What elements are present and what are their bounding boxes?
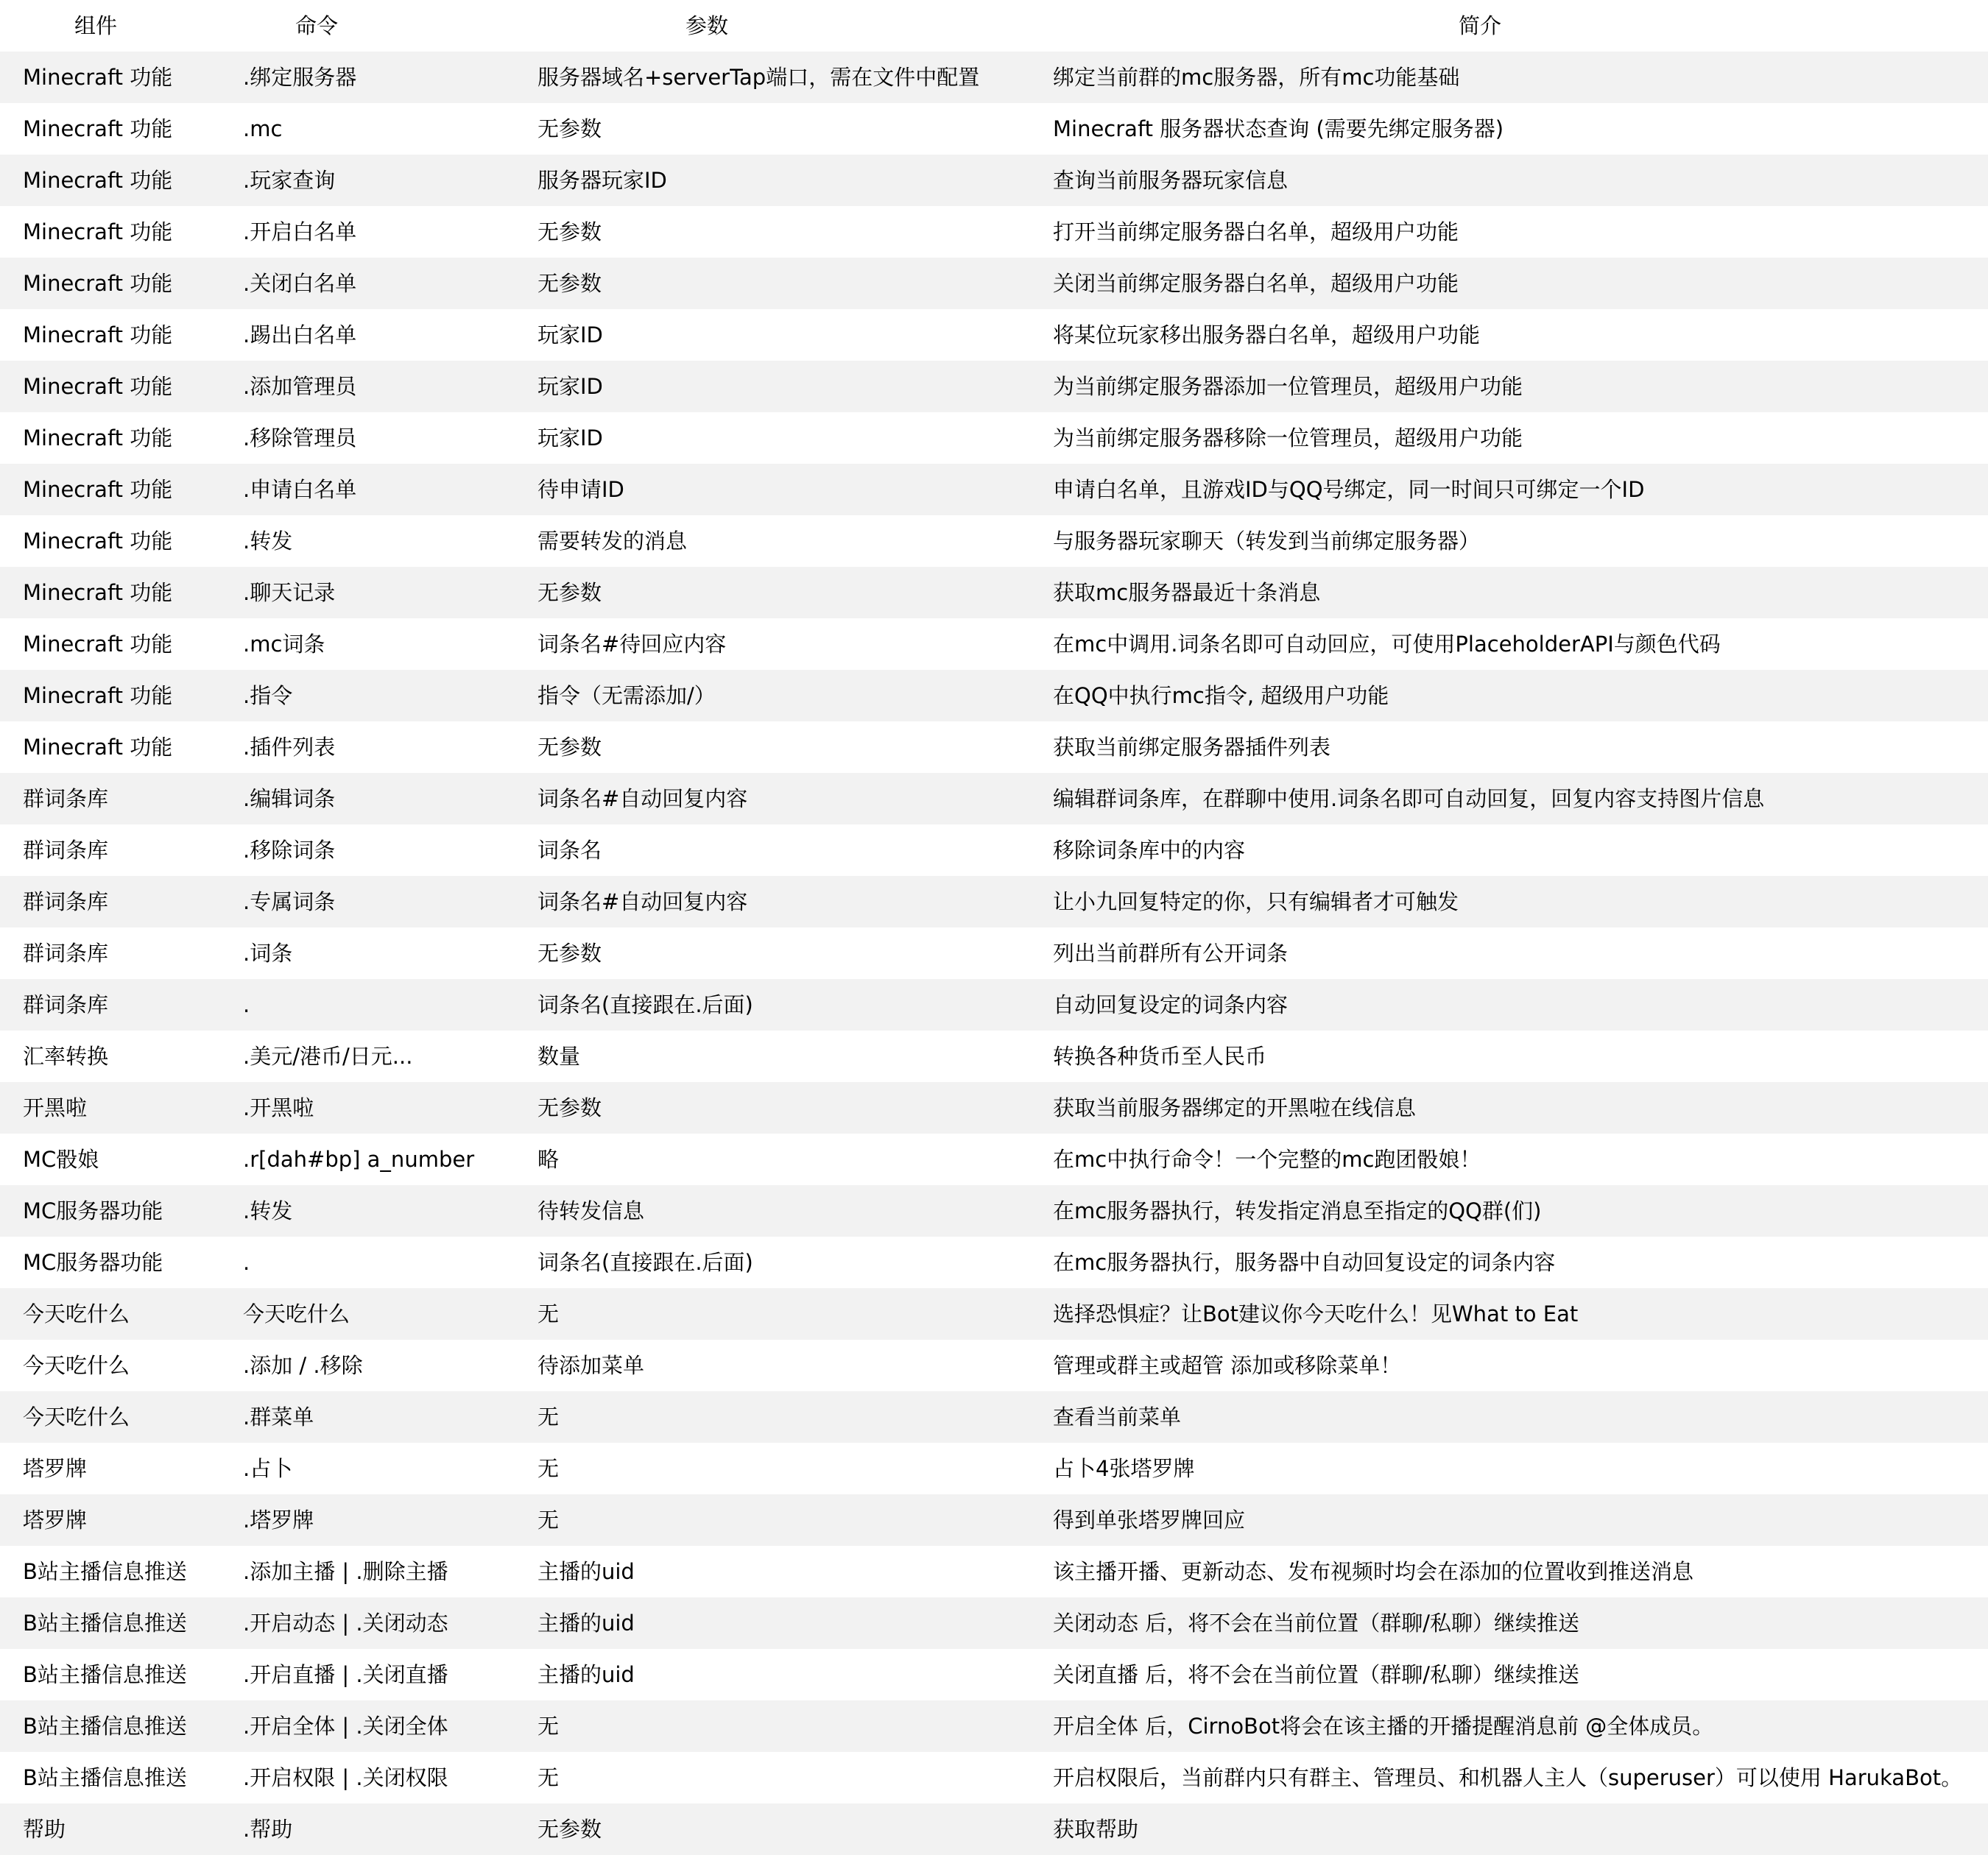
cell-component: 群词条库 bbox=[23, 889, 109, 914]
cell-command: .添加管理员 bbox=[243, 374, 357, 399]
cell-command: .mc词条 bbox=[243, 632, 325, 657]
cell-command: .转发 bbox=[243, 1198, 293, 1223]
cell-description: 在QQ中执行mc指令, 超级用户功能 bbox=[1053, 683, 1389, 708]
cell-command: .指令 bbox=[243, 683, 293, 708]
cell-component: 汇率转换 bbox=[23, 1044, 109, 1069]
cell-component: 今天吃什么 bbox=[23, 1353, 130, 1378]
cell-component: Minecraft 功能 bbox=[23, 580, 173, 605]
cell-command: .关闭白名单 bbox=[243, 271, 357, 296]
table-row bbox=[0, 1803, 1988, 1855]
cell-params: 待申请ID bbox=[537, 477, 624, 502]
table-row bbox=[0, 1031, 1988, 1082]
table-row bbox=[0, 928, 1988, 979]
cell-description: 关闭当前绑定服务器白名单，超级用户功能 bbox=[1053, 271, 1459, 296]
cell-params: 玩家ID bbox=[537, 322, 603, 347]
cell-params: 玩家ID bbox=[537, 374, 603, 399]
cell-command: .移除词条 bbox=[243, 838, 336, 863]
cell-command: .塔罗牌 bbox=[243, 1508, 314, 1533]
cell-description: 查看当前菜单 bbox=[1053, 1404, 1182, 1430]
table-row bbox=[0, 412, 1988, 464]
cell-component: MC服务器功能 bbox=[23, 1250, 163, 1275]
cell-params: 服务器玩家ID bbox=[537, 168, 667, 193]
table-row bbox=[0, 361, 1988, 412]
table-row bbox=[0, 464, 1988, 515]
table-row bbox=[0, 206, 1988, 258]
table-body bbox=[0, 52, 1988, 1855]
cell-description: 打开当前绑定服务器白名单，超级用户功能 bbox=[1053, 219, 1459, 244]
cell-command: .聊天记录 bbox=[243, 580, 336, 605]
cell-params: 玩家ID bbox=[537, 425, 603, 451]
cell-component: Minecraft 功能 bbox=[23, 529, 173, 554]
table-row bbox=[0, 670, 1988, 721]
cell-command: .帮助 bbox=[243, 1817, 293, 1842]
cell-params: 无参数 bbox=[537, 271, 602, 296]
table-row bbox=[0, 1134, 1988, 1185]
cell-component: Minecraft 功能 bbox=[23, 477, 173, 502]
table-header-row bbox=[0, 0, 1988, 52]
cell-description: 与服务器玩家聊天（转发到当前绑定服务器） bbox=[1053, 529, 1481, 554]
table-row bbox=[0, 721, 1988, 773]
cell-params: 词条名#待回应内容 bbox=[537, 632, 727, 657]
cell-command: .绑定服务器 bbox=[243, 65, 357, 90]
cell-command: .添加 / .移除 bbox=[243, 1353, 363, 1378]
cell-command: .词条 bbox=[243, 941, 293, 966]
cell-component: MC服务器功能 bbox=[23, 1198, 163, 1223]
cell-description: 获取mc服务器最近十条消息 bbox=[1053, 580, 1321, 605]
cell-command: .转发 bbox=[243, 529, 293, 554]
cell-description: 在mc中执行命令！一个完整的mc跑团骰娘！ bbox=[1053, 1147, 1481, 1172]
cell-params: 需要转发的消息 bbox=[537, 529, 688, 554]
header-command: 命令 bbox=[295, 13, 338, 38]
cell-description: 开启全体 后，CirnoBot将会在该主播的开播提醒消息前 @全体成员。 bbox=[1053, 1714, 1714, 1739]
table-row bbox=[0, 155, 1988, 206]
cell-component: B站主播信息推送 bbox=[23, 1559, 187, 1584]
cell-description: 该主播开播、更新动态、发布视频时均会在添加的位置收到推送消息 bbox=[1053, 1559, 1694, 1584]
cell-params: 无 bbox=[537, 1404, 560, 1430]
table-row bbox=[0, 1185, 1988, 1237]
table-row bbox=[0, 1700, 1988, 1752]
cell-params: 词条名(直接跟在.后面) bbox=[537, 992, 753, 1017]
cell-description: 编辑群词条库，在群聊中使用.词条名即可自动回复，回复内容支持图片信息 bbox=[1053, 786, 1765, 811]
cell-command: .开启全体 | .关闭全体 bbox=[243, 1714, 448, 1739]
cell-description: 查询当前服务器玩家信息 bbox=[1053, 168, 1289, 193]
cell-component: 塔罗牌 bbox=[23, 1508, 88, 1533]
cell-description: 绑定当前群的mc服务器，所有mc功能基础 bbox=[1053, 65, 1460, 90]
cell-component: MC骰娘 bbox=[23, 1147, 99, 1172]
cell-component: 群词条库 bbox=[23, 992, 109, 1017]
cell-params: 无 bbox=[537, 1456, 560, 1481]
cell-params: 无 bbox=[537, 1301, 560, 1326]
table-row bbox=[0, 773, 1988, 824]
cell-component: Minecraft 功能 bbox=[23, 683, 173, 708]
cell-description: 自动回复设定的词条内容 bbox=[1053, 992, 1289, 1017]
cell-params: 主播的uid bbox=[537, 1611, 635, 1636]
cell-description: 获取帮助 bbox=[1053, 1817, 1139, 1842]
cell-component: 群词条库 bbox=[23, 941, 109, 966]
cell-component: B站主播信息推送 bbox=[23, 1765, 187, 1790]
table-row bbox=[0, 103, 1988, 155]
cell-description: 关闭直播 后，将不会在当前位置（群聊/私聊）继续推送 bbox=[1053, 1662, 1579, 1687]
cell-params: 无 bbox=[537, 1765, 560, 1790]
table-row bbox=[0, 618, 1988, 670]
cell-params: 无参数 bbox=[537, 1817, 602, 1842]
cell-params: 词条名 bbox=[537, 838, 602, 863]
cell-params: 服务器域名+serverTap端口，需在文件中配置 bbox=[537, 65, 980, 90]
table-row bbox=[0, 1082, 1988, 1134]
cell-component: 帮助 bbox=[23, 1817, 66, 1842]
cell-description: 为当前绑定服务器移除一位管理员，超级用户功能 bbox=[1053, 425, 1523, 451]
cell-component: B站主播信息推送 bbox=[23, 1611, 187, 1636]
cell-params: 无参数 bbox=[537, 116, 602, 141]
cell-description: 开启权限后，当前群内只有群主、管理员、和机器人主人（superuser）可以使用 HarukaBot。 bbox=[1053, 1765, 1963, 1790]
cell-command: .插件列表 bbox=[243, 735, 336, 760]
table-row bbox=[0, 1597, 1988, 1649]
cell-component: Minecraft 功能 bbox=[23, 65, 173, 90]
table-row bbox=[0, 979, 1988, 1031]
cell-command: 今天吃什么 bbox=[243, 1301, 350, 1326]
cell-params: 无参数 bbox=[537, 219, 602, 244]
cell-command: .开启动态 | .关闭动态 bbox=[243, 1611, 448, 1636]
cell-component: Minecraft 功能 bbox=[23, 116, 173, 141]
cell-command: .专属词条 bbox=[243, 889, 336, 914]
cell-description: 移除词条库中的内容 bbox=[1053, 838, 1246, 863]
cell-component: Minecraft 功能 bbox=[23, 271, 173, 296]
cell-command: .群菜单 bbox=[243, 1404, 314, 1430]
cell-component: 今天吃什么 bbox=[23, 1301, 130, 1326]
cell-component: Minecraft 功能 bbox=[23, 168, 173, 193]
cell-command: .玩家查询 bbox=[243, 168, 336, 193]
table-row bbox=[0, 1752, 1988, 1803]
table-row bbox=[0, 1340, 1988, 1391]
table-row bbox=[0, 1237, 1988, 1288]
table-row bbox=[0, 1288, 1988, 1340]
cell-component: 开黑啦 bbox=[23, 1095, 88, 1120]
cell-component: Minecraft 功能 bbox=[23, 219, 173, 244]
cell-component: 塔罗牌 bbox=[23, 1456, 88, 1481]
cell-params: 待转发信息 bbox=[537, 1198, 645, 1223]
cell-component: Minecraft 功能 bbox=[23, 322, 173, 347]
cell-params: 指令（无需添加/） bbox=[537, 683, 716, 708]
cell-description: Minecraft 服务器状态查询 (需要先绑定服务器) bbox=[1053, 116, 1504, 141]
table-row bbox=[0, 1546, 1988, 1597]
cell-command: . bbox=[243, 992, 250, 1017]
cell-params: 无参数 bbox=[537, 1095, 602, 1120]
cell-command: .r[dah#bp] a_number bbox=[243, 1147, 475, 1172]
cell-command: .移除管理员 bbox=[243, 425, 357, 451]
cell-command: .踢出白名单 bbox=[243, 322, 357, 347]
cell-params: 无参数 bbox=[537, 735, 602, 760]
cell-params: 无 bbox=[537, 1508, 560, 1533]
header-component: 组件 bbox=[74, 13, 117, 38]
cell-command: .mc bbox=[243, 116, 283, 141]
table-row bbox=[0, 515, 1988, 567]
cell-description: 转换各种货币至人民币 bbox=[1053, 1044, 1267, 1069]
cell-command: .占卜 bbox=[243, 1456, 293, 1481]
cell-description: 为当前绑定服务器添加一位管理员，超级用户功能 bbox=[1053, 374, 1523, 399]
cell-description: 在mc服务器执行，服务器中自动回复设定的词条内容 bbox=[1053, 1250, 1556, 1275]
cell-component: 今天吃什么 bbox=[23, 1404, 130, 1430]
cell-params: 词条名#自动回复内容 bbox=[537, 889, 748, 914]
table-row bbox=[0, 876, 1988, 928]
cell-description: 将某位玩家移出服务器白名单，超级用户功能 bbox=[1053, 322, 1481, 347]
cell-component: B站主播信息推送 bbox=[23, 1662, 187, 1687]
table-row bbox=[0, 824, 1988, 876]
cell-command: .开黑啦 bbox=[243, 1095, 314, 1120]
cell-command: . bbox=[243, 1250, 250, 1275]
cell-description: 让小九回复特定的你，只有编辑者才可触发 bbox=[1053, 889, 1459, 914]
table-row bbox=[0, 258, 1988, 309]
table-row bbox=[0, 1649, 1988, 1700]
cell-description: 列出当前群所有公开词条 bbox=[1053, 941, 1289, 966]
cell-command: .添加主播 | .删除主播 bbox=[243, 1559, 448, 1584]
header-description: 简介 bbox=[1458, 13, 1501, 38]
cell-component: Minecraft 功能 bbox=[23, 735, 173, 760]
cell-component: 群词条库 bbox=[23, 838, 109, 863]
cell-description: 在mc中调用.词条名即可自动回应，可使用PlaceholderAPI与颜色代码 bbox=[1053, 632, 1721, 657]
cell-params: 略 bbox=[537, 1147, 560, 1172]
cell-component: 群词条库 bbox=[23, 786, 109, 811]
cell-description: 管理或群主或超管 添加或移除菜单！ bbox=[1053, 1353, 1402, 1378]
cell-description: 获取当前绑定服务器插件列表 bbox=[1053, 735, 1331, 760]
cell-command: .编辑词条 bbox=[243, 786, 336, 811]
table-row bbox=[0, 1391, 1988, 1443]
cell-params: 词条名(直接跟在.后面) bbox=[537, 1250, 753, 1275]
table-row bbox=[0, 567, 1988, 618]
cell-params: 主播的uid bbox=[537, 1559, 635, 1584]
cell-description: 申请白名单，且游戏ID与QQ号绑定，同一时间只可绑定一个ID bbox=[1053, 477, 1645, 502]
cell-component: Minecraft 功能 bbox=[23, 632, 173, 657]
cell-params: 无 bbox=[537, 1714, 560, 1739]
table-row bbox=[0, 1443, 1988, 1494]
table-row bbox=[0, 1494, 1988, 1546]
cell-description: 占卜4张塔罗牌 bbox=[1053, 1456, 1195, 1481]
cell-params: 无参数 bbox=[537, 580, 602, 605]
cell-description: 关闭动态 后，将不会在当前位置（群聊/私聊）继续推送 bbox=[1053, 1611, 1579, 1636]
cell-component: Minecraft 功能 bbox=[23, 374, 173, 399]
cell-command: .开启白名单 bbox=[243, 219, 357, 244]
table-row bbox=[0, 309, 1988, 361]
cell-params: 无参数 bbox=[537, 941, 602, 966]
cell-params: 词条名#自动回复内容 bbox=[537, 786, 748, 811]
cell-description: 得到单张塔罗牌回应 bbox=[1053, 1508, 1246, 1533]
cell-params: 待添加菜单 bbox=[537, 1353, 645, 1378]
header-params: 参数 bbox=[685, 13, 728, 38]
cell-component: B站主播信息推送 bbox=[23, 1714, 187, 1739]
cell-command: .申请白名单 bbox=[243, 477, 357, 502]
cell-description: 选择恐惧症？让Bot建议你今天吃什么！见What to Eat bbox=[1053, 1301, 1579, 1326]
cell-command: .美元/港币/日元... bbox=[243, 1044, 413, 1069]
cell-description: 在mc服务器执行，转发指定消息至指定的QQ群(们) bbox=[1053, 1198, 1542, 1223]
cell-command: .开启权限 | .关闭权限 bbox=[243, 1765, 448, 1790]
cell-component: Minecraft 功能 bbox=[23, 425, 173, 451]
cell-command: .开启直播 | .关闭直播 bbox=[243, 1662, 448, 1687]
cell-params: 数量 bbox=[537, 1044, 581, 1069]
table-row bbox=[0, 52, 1988, 103]
cell-params: 主播的uid bbox=[537, 1662, 635, 1687]
cell-description: 获取当前服务器绑定的开黑啦在线信息 bbox=[1053, 1095, 1417, 1120]
